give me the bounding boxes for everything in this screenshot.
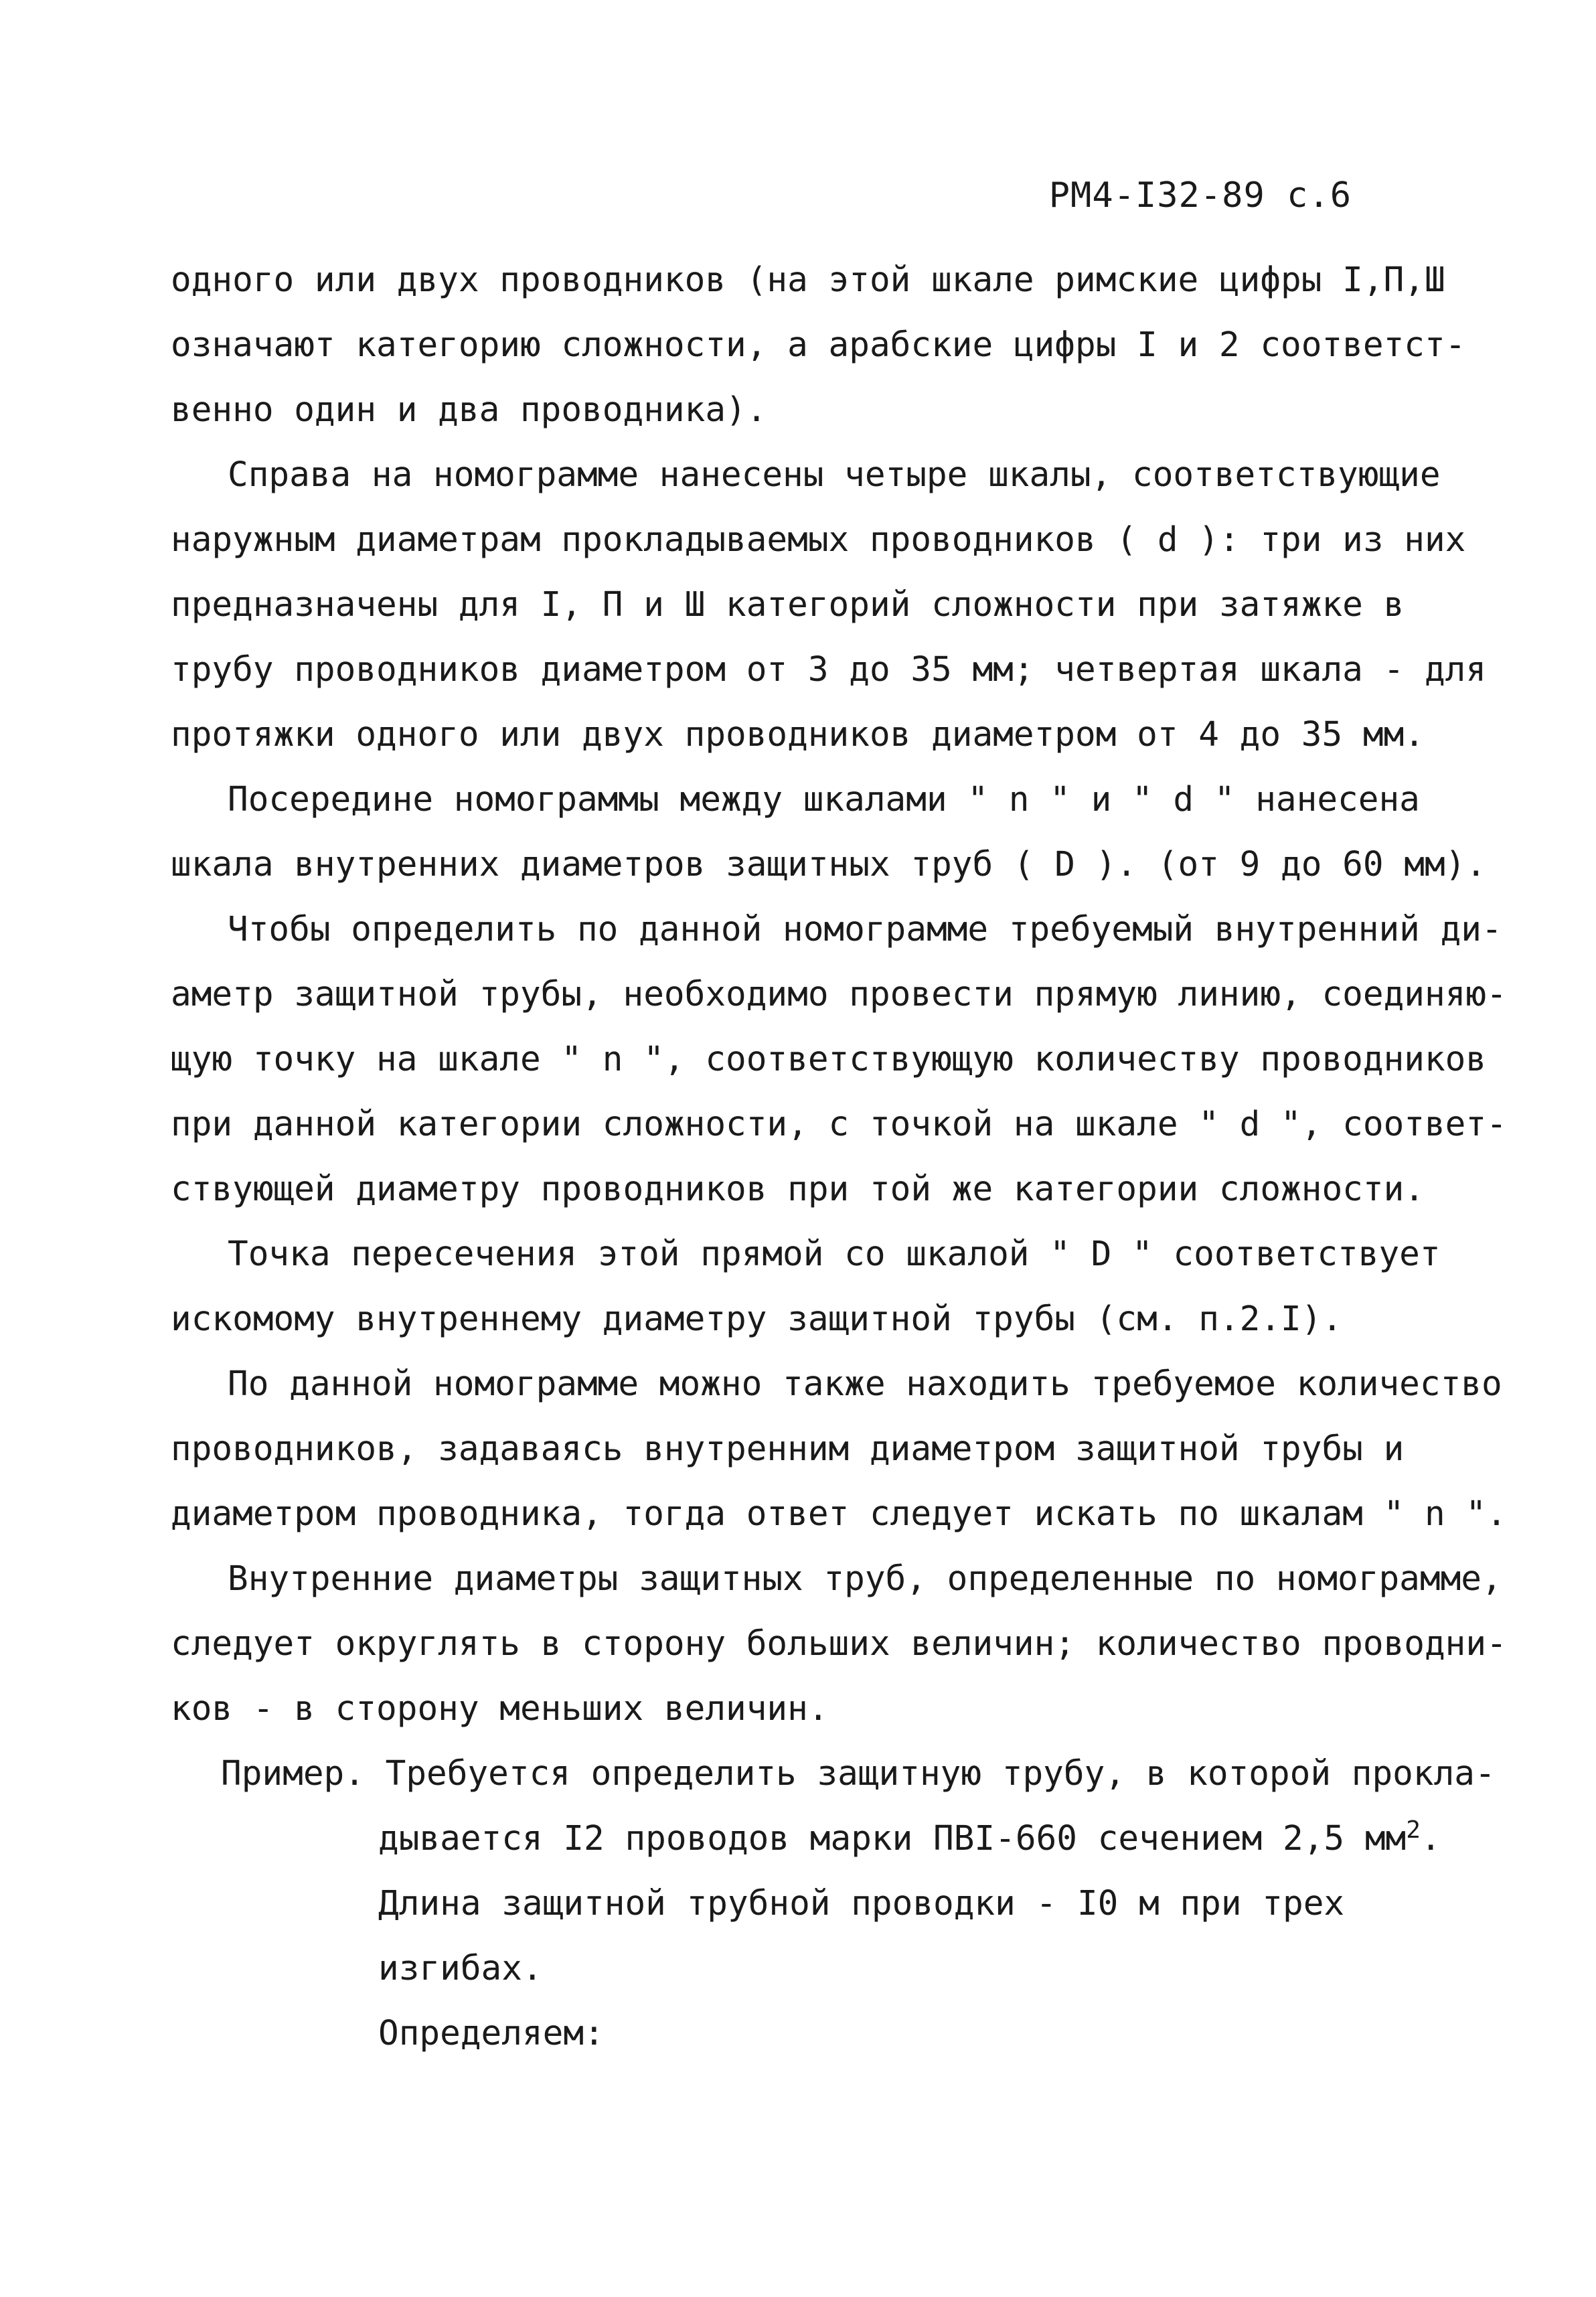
- text-line: одного или двух проводников (на этой шкале римские цифры I,П,Ш: [171, 260, 1445, 300]
- example-block: [171, 1741, 1496, 2066]
- paragraph: [171, 897, 1507, 1222]
- text-line: следует округлять в сторону больших величин; количество проводни-: [171, 1624, 1507, 1664]
- text-line: Внутренние диаметры защитных труб, определенные по номограмме,: [228, 1559, 1502, 1599]
- document-body: [171, 248, 1507, 2066]
- text-line: По данной номограмме можно также находить требуемое количество: [228, 1364, 1502, 1404]
- paragraph: [171, 443, 1487, 767]
- text-line: наружным диаметрам прокладываемых проводников ( d ): три из них: [171, 520, 1466, 560]
- text-line: диаметром проводника, тогда ответ следует искать по шкалам " n ".: [171, 1494, 1507, 1534]
- superscript: 2: [1406, 1816, 1421, 1844]
- text-line: Справа на номограмме нанесены четыре шкалы, соответствующие: [228, 455, 1441, 495]
- example-heading-line: Пример. Требуется определить защитную трубу, в которой прокла-: [221, 1754, 1496, 1794]
- paragraph: [171, 1352, 1507, 1547]
- text-line: Посередине номограммы между шкалами " n " и " d " нанесена: [228, 780, 1420, 819]
- text-line: аметр защитной трубы, необходимо провести прямую линию, соединяю-: [171, 975, 1507, 1014]
- text-line: Чтобы определить по данной номограмме требуемый внутренний ди-: [228, 910, 1502, 949]
- text-line: шкала внутренних диаметров защитных труб ( D ). (от 9 до 60 мм).: [171, 845, 1487, 884]
- paragraph: [171, 1547, 1507, 1741]
- paragraph: [171, 767, 1487, 897]
- text-line: протяжки одного или двух проводников диаметром от 4 до 35 мм.: [171, 715, 1425, 755]
- example-line: Длина защитной трубной проводки - I0 м при трех: [378, 1884, 1345, 1923]
- text-line: щую точку на шкале " n ", соответствующую количеству проводников: [171, 1040, 1487, 1079]
- text-line: ков - в сторону меньших величин.: [171, 1689, 829, 1729]
- paragraph: [171, 248, 1466, 443]
- text-line: при данной категории сложности, с точкой на шкале " d ", соответ-: [171, 1105, 1507, 1144]
- example-line-end: .: [1420, 1819, 1441, 1858]
- example-line: изгибах.: [378, 1949, 543, 1988]
- text-line: венно один и два проводника).: [171, 390, 767, 430]
- text-line: ствующей диаметру проводников при той же категории сложности.: [171, 1170, 1425, 1209]
- example-line: Определяем:: [378, 2014, 605, 2053]
- example-line-text: дывается I2 проводов марки ПВI-660 сечением 2,5 мм: [378, 1819, 1407, 1858]
- text-line: предназначены для I, П и Ш категорий сложности при затяжке в: [171, 585, 1405, 625]
- text-line: означают категорию сложности, а арабские цифры I и 2 соответст-: [171, 325, 1466, 365]
- text-line: Точка пересечения этой прямой со шкалой " D " соответствует: [228, 1235, 1441, 1274]
- example-line: [171, 1806, 1449, 1871]
- document-reference: РМ4-I32-89 с.6: [1048, 175, 1352, 216]
- text-line: искомому внутреннему диаметру защитной трубы (см. п.2.I).: [171, 1299, 1343, 1339]
- paragraph: [171, 1222, 1449, 1352]
- text-line: проводников, задаваясь внутренним диаметром защитной трубы и: [171, 1429, 1405, 1469]
- text-line: трубу проводников диаметром от 3 до 35 мм; четвертая шкала - для: [171, 650, 1487, 690]
